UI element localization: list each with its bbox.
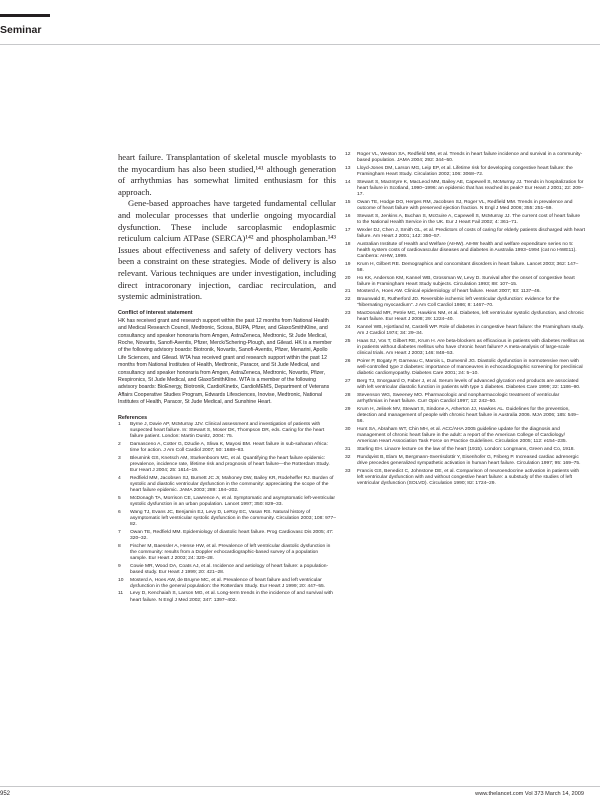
reference-text: Krum H, Jelinek MV, Stewart S, Sindone A, Atherton JJ, Hawkes AL. Guidelines for the prevention, detection and management of people with chronic heart failure in Australia 2006. MJA 2006; 185: 549–56. [357, 406, 579, 425]
coi-heading: Conflict of interest statement [118, 309, 193, 316]
reference-item [345, 166, 585, 178]
reference-item [118, 476, 336, 494]
reference-item [345, 228, 585, 240]
reference-item [345, 152, 585, 164]
reference-text: Roger VL, Weston SA, Redfield MM, et al. Trends in heart failure incidence and survival in a community-based population. JAMA 2004; 292: 344–50. [357, 152, 583, 164]
reference-item [345, 214, 585, 226]
reference-item [118, 564, 336, 576]
header-divider [0, 44, 600, 45]
reference-item [118, 510, 336, 528]
reference-text: Rundqvist B, Elam M, Bergmann-Sverrisdottir Y, Eisenhofer G, Friberg P. Increased cardiac adrenergic drive precedes generalized sympathetic activation in human heart failure. Circulation 1997; 95: 169–75. [357, 454, 581, 466]
reference-number: 12 [345, 152, 351, 157]
reference-number: 28 [345, 392, 351, 398]
body-paragraph-1: heart failure. Transplantation of skeletal muscle myoblasts to the myocardium has also been studied,¹⁴¹ although generation of arrhythmias has somewhat limited enthusiasm for this approach. [118, 152, 336, 197]
reference-number: 1 [118, 421, 121, 427]
reference-text: Stewart S, MacIntyre K, MacLeod MM, Bailey AE, Capewell S, McMurray JJ. Trends in hospitalization for heart failure in Scotland, 1990–1996: an epidemic that has reached its peak? Eur Heart J 2001; 22: 209–17. [357, 179, 584, 198]
reference-item [345, 276, 585, 288]
reference-item [345, 289, 585, 295]
reference-number: 8 [118, 543, 121, 549]
reference-number: 17 [345, 227, 351, 233]
reference-text: Kannel WB, Hjortland M, Castelli WP. Role of diabetes in congestive heart failure: the Framingham study. Am J Cardiol 1974; 34: 29–34. [357, 325, 585, 337]
reference-text: MacDonald MR, Petrie MC, Hawkins NM, et al. Diabetes, left ventricular systolic dysfunction, and chronic heart failure. Eur Heart J 2008; 29: 1224–40. [357, 311, 584, 323]
reference-text: Berg TJ, Snorgaard O, Faber J, et al. Serum levels of advanced glycation end products are associated with left ventricular diastolic function in patients with type 1 diabetes. Diabetes Care 1999; 22: 1186–90. [357, 379, 581, 391]
reference-item [118, 422, 336, 440]
reference-item [118, 442, 336, 454]
section-label: Seminar [0, 24, 42, 36]
reference-text: Starling EH. Linacre lecture on the law of the heart (1915). London: Longmans, Green and Co, 1918. [357, 447, 575, 452]
reference-item [345, 297, 585, 309]
reference-text: Levy D, Kenchaiah S, Larson MG, et al. Long-term trends in the incidence of and survival with heart failure. N Engl J Med 2002; 347: 1397–402. [130, 591, 333, 603]
reference-number: 29 [345, 406, 351, 412]
reference-number: 21 [345, 289, 351, 295]
body-paragraph-2: Gene-based approaches have targeted fundamental cellular and molecular processes that underlie ongoing myocardial dysfunction. These include sarcoplasmic endoplasmic reticulum calcium ATPase (SERCA)¹⁴² and phospholamban.¹⁴³ Issues about effectiveness and safety of delivery vectors has been a constraint on these strategies. Mode of delivery is also relevant. Various techniques are under investigation, including direct intracoronary injection, cardiac recirculation, and systemic administration. [118, 198, 336, 302]
reference-text: Wang TJ, Evans JC, Benjamin EJ, Levy D, LeRoy EC, Vasan RS. Natural history of asymptomatic left ventricular systolic dysfunction in the community. Circulation 2003; 108: 977–82. [130, 509, 336, 527]
reference-number: 4 [118, 475, 121, 481]
reference-text: Australian Institute of Health and Welfare (AIHW). AIHW health and welfare expenditure series no 5: health system costs of cardiovascular diseases and diabetes in Australia 1993–1994 (cat no HWE11). Canberra: AIHW, 1999. [357, 241, 577, 259]
reference-text: Fischer M, Baessler A, Hense HW, et al. Prevalence of left ventricular diastolic dysfunction in the community: results from a Doppler echocardiographic-based survey of a population sample. Eur Heart J 2003; 24: 320–28. [130, 543, 331, 561]
reference-item [345, 311, 585, 323]
reference-item [345, 455, 585, 467]
reference-number: 2 [118, 441, 121, 447]
reference-number: 6 [118, 509, 121, 515]
reference-text: Owan TE, Hodge DO, Herges RM, Jacobsen SJ, Roger VL, Redfield MM. Trends in prevalence and outcome of heart failure with preserved ejection fraction. N Engl J Med 2006; 355: 251–59. [357, 199, 573, 212]
reference-number: 11 [118, 591, 124, 597]
reference-number: 30 [345, 426, 351, 432]
reference-text: Stevenson WG, Sweeney MO. Pharmacologic and nonpharmacologic treatment of ventricular arrhythmias in heart failure. Curr Opin Cardiol 1997; 12: 242–50. [357, 392, 560, 405]
reference-item [345, 407, 585, 425]
right-column [345, 152, 585, 489]
reference-item [345, 469, 585, 487]
reference-text: Krum H, Gilbert RE. Demographics and concomitant disorders in heart failure. Lancet 2003; 362: 147–58. [357, 261, 579, 273]
reference-number: 18 [345, 241, 351, 247]
reference-text: Byrne J, Davie AP, McMurray JJV. Clinical assessment and investigation of patients with suspected heart failure. In: Stewart S, Moser DK, Thompson DR, eds. Caring for the heart failure patient. London: Martin Dunitz, 2004: 75. [130, 421, 325, 439]
reference-item [118, 544, 336, 562]
reference-item [345, 427, 585, 445]
reference-item [118, 456, 336, 474]
reference-number: 7 [118, 529, 121, 535]
reference-number: 22 [345, 297, 351, 303]
reference-item [345, 200, 585, 212]
left-column [118, 152, 336, 605]
reference-text: Mosterd A, Hoes AW. Clinical epidemiology of heart failure. Heart 2007; 93: 1137–46. [357, 289, 541, 295]
reference-number: 23 [345, 311, 351, 317]
reference-number: 16 [345, 213, 351, 219]
reference-item [118, 591, 336, 603]
reference-text: Mosterd A, Hoes AW, de Bruyne MC, et al. Prevalence of heart failure and left ventricular dysfunction in the general population: the Rotterdam Study. Eur Heart J 1999; 20: 447–55. [130, 577, 326, 589]
reference-number: 24 [345, 325, 351, 331]
reference-number: 32 [345, 454, 351, 460]
reference-number: 10 [118, 577, 124, 583]
reference-number: 31 [345, 447, 351, 452]
references-heading: References [118, 414, 148, 421]
coi-text: HK has received grant and research support within the past 12 months from National Health and Medical Research Council, Medtronic, Sciosa, BUPA, Pfizer, and GlaxoSmithKline, and consultancy and speaker honoraria from Amgen, AstraZeneca, Medtronic, St Jude Medical, Roche, Novartis, Sanofi-Aventis, Pfizer, Merck/Schering-Plough, and Gilead. HK is a member of the following advisory boards: Biotronik, Novartis, Sanofi-Aventis, Pfizer, Menarini, Apollo Life Sciences, and Gilead. WTA has received grant and research support within the past 12 months from National Institutes of Health, Medtronic, Paracor, and St Jude Medical, and consultancy and speaker honoraria from Amgen, AstraZeneca, Medtronic, Novartis, Pfizer, Respironics, St Jude Medical, and GlaxoSmithKline. WTA is a member of the following advisory boards: BioEnergy, Biotronik, CardioKinetix, CardioMEMS, Department of Veterans Affairs Cooperative Studies Program, Edwards Lifesciences, Inovise, Medtronic, National Institutes of Health, Paracor, St Jude Medical, and Sunshine Heart. [118, 317, 332, 406]
reference-item [345, 262, 585, 274]
reference-item [118, 496, 336, 508]
reference-text: Hunt SA, Abraham WT, Chin MH, et al. ACC/AHA 2005 guideline update for the diagnosis and management of chronic heart failure in the adult: a report of the American College of Cardiology/ American Heart Association Task Force on Practice Guidelines. Circulation 2005; 112: e154–235. [357, 426, 567, 445]
reference-item [118, 578, 336, 590]
reference-item [345, 447, 585, 453]
reference-item [345, 242, 585, 260]
reference-number: 27 [345, 379, 351, 385]
reference-number: 5 [118, 495, 121, 501]
reference-text: Braunwald E, Rutherford JD. Reversible ischemic left ventricular dysfunction: evidence for the “hibernating myocardium”. J Am Coll Cardiol 1986; 8: 1467–70. [357, 297, 560, 309]
reference-number: 9 [118, 563, 121, 569]
reference-number: 20 [345, 275, 351, 281]
reference-number: 33 [345, 468, 351, 474]
reference-text: Damasceno A, Cotter G, Dzudie A, Sliwa K, Mayosi BM. Heart failure in sub-saharan Africa: time for action. J Am Coll Cardiol 2007; 50: 1688–93. [130, 441, 328, 453]
reference-text: Lloyd-Jones DM, Larson MG, Leip EP, et al. Lifetime risk for developing congestive heart failure: the Framingham Heart Study. Circulation 2002; 106: 3068–72. [357, 165, 573, 178]
reference-item [345, 180, 585, 198]
reference-text: Cowie MR, Wood DA, Coats AJ, et al. Incidence and aetiology of heart failure: a population-based study. Eur Heart J 1999; 20: 421–28. [130, 563, 329, 575]
reference-text: Redfield MM, Jacobsen SJ, Burnett JC Jr, Mahoney DW, Bailey KR, Rodeheffer RJ. Burden of systolic and diastolic ventricular dysfunction in the community: appreciating the scope of the heart failure epidemic. JAMA 2003; 289: 194–202. [130, 475, 334, 493]
reference-text: Bleumink GS, Knetsch AM, Sturkenboom MC, et al. Quantifying the heart failure epidemic: prevalence, incidence rate, lifetime risk and prognosis of heart failure—the Rotterdam Study. Eur Heart J 2004; 25: 1614–19. [130, 455, 330, 473]
reference-number: 15 [345, 199, 351, 205]
reference-text: Stewart S, Jenkins A, Buchan S, McGuire A, Capewell S, McMurray JJ. The current cost of heart failure to the National Health Service in the UK. Eur J Heart Fail 2002; 4: 361–71. [357, 213, 581, 225]
reference-number: 13 [345, 165, 351, 171]
reference-item [118, 530, 336, 542]
reference-number: 3 [118, 455, 121, 461]
reference-text: Ho KK, Anderson KM, Kannel WB, Grossman W, Levy D. Survival after the onset of congestive heart failure in Framingham Heart Study subjects. Circulation 1993; 88: 107–15. [357, 275, 575, 287]
reference-text: Poirer P, Bogaty P, Garneau C, Marois L, Dumesnil JG. Diastolic dysfunction in normotensive men with well-controlled type 2 diabetes: importance of manoeuvres in echocardiographic screening for preclinical diabetic cardiomyopathy. Diabetes Care 2001; 24: 5–10. [357, 359, 583, 377]
reference-number: 26 [345, 359, 351, 364]
reference-text: Haas SJ, Vos T, Gilbert RE, Krum H. Are beta-blockers as efficacious in patients with diabetes mellitus as in patients without diabetes mellitus who have chronic heart failure? A meta-analysis of large-scale clinical trials. Am Heart J 2003; 146: 848–53. [357, 338, 585, 357]
reference-text: Owan TE, Redfield MM. Epidemiology of diastolic heart failure. Prog Cardiovasc Dis 2005; 47: 320–32. [130, 529, 334, 541]
reference-number: 25 [345, 338, 351, 344]
reference-item [345, 339, 585, 357]
reference-number: 14 [345, 179, 351, 185]
reference-item [345, 359, 585, 377]
reference-text: McDonagh TA, Morrison CE, Lawrence A, et al. Symptomatic and asymptomatic left-ventricular systolic dysfunction in an urban population. Lancet 1997; 350: 829–33. [130, 495, 336, 507]
reference-number: 19 [345, 261, 351, 267]
reference-text: Wexler DJ, Chen J, Smith GL, et al. Predictors of costs of caring for elderly patients discharged with heart failure. Am Heart J 2001; 142: 350–57. [357, 227, 585, 239]
reference-text: Francis GS, Benedict C, Johnstone DE, et al. Comparison of neuroendocrine activation in patients with left ventricular dysfunction with and without congestive heart failure: a substudy of the studies of left ventricular dysfunction (SOLVD). Circulation 1990; 82: 1724–29. [357, 468, 580, 486]
reference-item [345, 393, 585, 405]
header-rule [0, 14, 50, 17]
footer-divider [0, 786, 600, 787]
reference-item [345, 379, 585, 391]
references-list-left [118, 422, 336, 604]
footer-journal-info: www.thelancet.com Vol 373 March 14, 2009 [475, 791, 584, 797]
page-number: 952 [0, 791, 11, 797]
references-list-right [345, 152, 585, 487]
reference-item [345, 325, 585, 337]
